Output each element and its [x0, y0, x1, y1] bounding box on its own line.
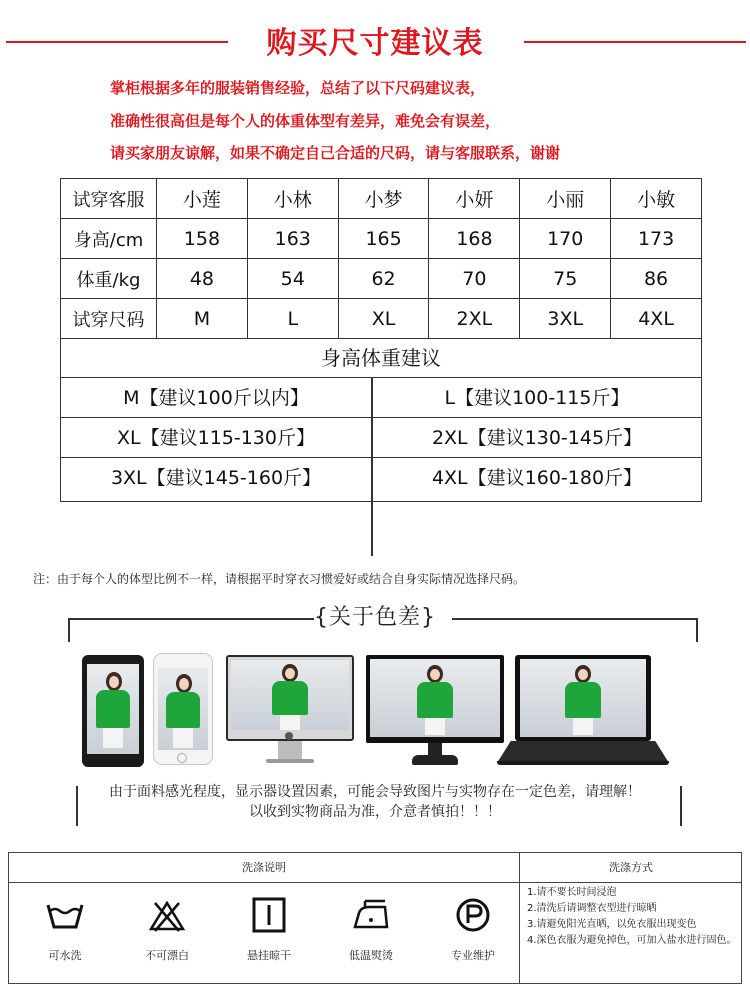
- size-table-cell: 48: [157, 259, 248, 299]
- size-table-cell: 小莲: [157, 179, 248, 219]
- size-table-cell: 173: [611, 219, 702, 259]
- recommendation-row: [61, 458, 701, 498]
- phone-white-device: [153, 653, 213, 765]
- size-table-cell: 小敏: [611, 179, 702, 219]
- color-difference-text-2: 以收到实物商品为准，介意者慎拍！！！: [249, 804, 501, 820]
- page-title: 购买尺寸建议表: [266, 26, 484, 61]
- size-table-row-label: 体重/kg: [61, 259, 157, 299]
- size-table-cell: 168: [429, 219, 520, 259]
- size-table-row: [61, 259, 702, 299]
- laptop-device: [497, 655, 669, 767]
- wash-item-no-bleach: [121, 893, 213, 963]
- wash-item-hang-dry: [223, 893, 315, 963]
- apple-logo-icon: [285, 732, 293, 740]
- recommendation-cell: L【建议100-115斤】: [444, 387, 630, 409]
- washing-step: 2.清洗后请调整衣型进行晾晒: [527, 903, 657, 914]
- professional-care-icon: [453, 893, 493, 937]
- wash-item-professional-care: [427, 893, 519, 963]
- hang-dry-icon: [249, 893, 289, 937]
- color-difference-title: {关于色差}: [314, 605, 436, 630]
- washing-step: 4.深色衣服为避免掉色，可加入盐水进行固色。: [527, 935, 737, 946]
- size-table-cell: 2XL: [429, 299, 520, 339]
- hand-wash-icon: [45, 893, 85, 937]
- wash-label: 专业维护: [451, 949, 495, 962]
- size-table-cell: 3XL: [520, 299, 611, 339]
- recommendation-row: [61, 418, 701, 458]
- monitor-device: [366, 655, 504, 767]
- size-table-cell: 4XL: [611, 299, 702, 339]
- size-table-cell: 158: [157, 219, 248, 259]
- low-iron-icon: [351, 893, 391, 937]
- model-figure: [269, 664, 311, 730]
- model-figure: [562, 665, 604, 737]
- washing-divider: [519, 853, 520, 983]
- size-table-cell: XL: [338, 299, 429, 339]
- recommendation-box: [60, 338, 702, 502]
- model-figure: [414, 665, 456, 737]
- recommendation-cell: XL【建议115-130斤】: [117, 427, 315, 449]
- recommendation-title: 身高体重建议: [61, 338, 701, 378]
- washing-step: 1.请不要长时间浸泡: [527, 887, 617, 898]
- recommendation-divider: [371, 378, 373, 556]
- size-table-cell: 小丽: [520, 179, 611, 219]
- size-table-cell: 70: [429, 259, 520, 299]
- recommendation-cell: M【建议100斤以内】: [123, 387, 309, 409]
- washing-step: 3.请避免阳光直晒，以免衣服出现变色: [527, 919, 697, 930]
- recommendation-cell: 3XL【建议145-160斤】: [110, 467, 322, 489]
- size-table-cell: 165: [338, 219, 429, 259]
- size-table-cell: 62: [338, 259, 429, 299]
- intro-line-1: 掌柜根据多年的服装销售经验，总结了以下尺码建议表，: [110, 79, 486, 97]
- intro-line-3: 请买家朋友谅解，如果不确定自己合适的尺码，请与客服联系，谢谢: [110, 144, 561, 162]
- home-button: [177, 753, 187, 763]
- size-table-row-label: 试穿尺码: [61, 299, 157, 339]
- size-table-cell: 170: [520, 219, 611, 259]
- model-figure: [93, 672, 133, 754]
- size-table-row: [61, 219, 702, 259]
- model-figure: [163, 674, 203, 750]
- size-table-cell: 小林: [247, 179, 338, 219]
- size-table-cell: 86: [611, 259, 702, 299]
- imac-device: [226, 655, 354, 767]
- laptop-keyboard: [497, 741, 669, 763]
- size-table-row: [61, 299, 702, 339]
- phone-dark-device: [82, 655, 144, 767]
- color-difference-text-1: 由于面料感光程度，显示器设置因素，可能会导致图片与实物存在一定色差，请理解！: [109, 784, 641, 800]
- wash-item-hand-wash: [19, 893, 111, 963]
- wash-label: 不可漂白: [145, 949, 189, 962]
- size-table-cell: 163: [247, 219, 338, 259]
- recommendation-cell: 4XL【建议160-180斤】: [431, 467, 643, 489]
- washing-steps: [527, 885, 739, 949]
- washing-table: [8, 852, 742, 984]
- wash-label: 悬挂晾干: [247, 949, 291, 962]
- wash-label: 低温熨烫: [349, 949, 393, 962]
- size-table-cell: 54: [247, 259, 338, 299]
- washing-instructions-header: 洗涤说明: [9, 853, 519, 883]
- size-table-cell: 小梦: [338, 179, 429, 219]
- recommendation-row: [61, 378, 701, 418]
- size-table: [60, 178, 702, 339]
- no-bleach-icon: [147, 893, 187, 937]
- size-table-cell: 75: [520, 259, 611, 299]
- intro-line-2: 准确性很高但是每个人的体重体型有差异，难免会有误差，: [110, 112, 501, 130]
- wash-label: 可水洗: [48, 949, 82, 962]
- wash-item-low-iron: [325, 893, 417, 963]
- size-note: 注：由于每个人的体型比例不一样，请根据平时穿衣习惯爱好或结合自身实际情况选择尺码。: [33, 572, 526, 586]
- size-table-row-label: 试穿客服: [61, 179, 157, 219]
- recommendation-cell: 2XL【建议130-145斤】: [431, 427, 643, 449]
- size-table-row: [61, 179, 702, 219]
- size-table-cell: L: [247, 299, 338, 339]
- washing-method-header: 洗涤方式: [520, 853, 742, 883]
- size-table-row-label: 身高/cm: [61, 219, 157, 259]
- size-table-cell: M: [157, 299, 248, 339]
- size-table-cell: 小妍: [429, 179, 520, 219]
